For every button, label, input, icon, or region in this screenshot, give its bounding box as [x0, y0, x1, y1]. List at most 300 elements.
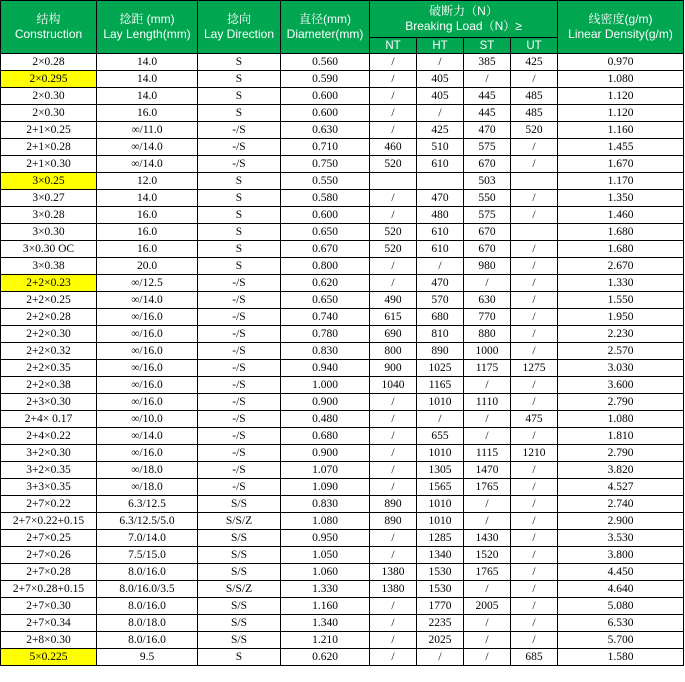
- lay-length-cell: 8.0/16.0: [97, 564, 198, 581]
- construction-cell: 3+3×0.35: [1, 479, 97, 496]
- construction-cell: 3×0.30: [1, 224, 97, 241]
- lay-direction-cell: S: [198, 173, 281, 190]
- breaking-load-st-cell: /: [464, 496, 511, 513]
- linear-density-cell: 1.080: [558, 71, 684, 88]
- breaking-load-nt-cell: /: [370, 411, 417, 428]
- header-lay-direction: 捻向 Lay Direction: [198, 1, 281, 54]
- breaking-load-ut-cell: /: [511, 462, 558, 479]
- breaking-load-st-cell: 575: [464, 207, 511, 224]
- breaking-load-ht-cell: /: [417, 411, 464, 428]
- breaking-load-st-cell: 670: [464, 224, 511, 241]
- table-row: [1, 122, 684, 139]
- construction-cell: 2+7×0.28: [1, 564, 97, 581]
- breaking-load-ht-cell: /: [417, 105, 464, 122]
- breaking-load-st-cell: 980: [464, 258, 511, 275]
- table-row: [1, 190, 684, 207]
- linear-density-cell: 4.450: [558, 564, 684, 581]
- breaking-load-nt-cell: 520: [370, 224, 417, 241]
- breaking-load-ut-cell: 1275: [511, 360, 558, 377]
- diameter-cell: 0.830: [281, 496, 370, 513]
- breaking-load-nt-cell: 1380: [370, 564, 417, 581]
- construction-cell: 2+1×0.28: [1, 139, 97, 156]
- breaking-load-st-cell: /: [464, 649, 511, 666]
- construction-cell: 2+4× 0.17: [1, 411, 97, 428]
- breaking-load-ut-cell: /: [511, 632, 558, 649]
- header-construction: 结构 Construction: [1, 1, 97, 54]
- lay-length-cell: 14.0: [97, 88, 198, 105]
- breaking-load-st-cell: /: [464, 428, 511, 445]
- breaking-load-nt-cell: /: [370, 598, 417, 615]
- breaking-load-ut-cell: [511, 224, 558, 241]
- diameter-cell: 1.160: [281, 598, 370, 615]
- linear-density-cell: 1.670: [558, 156, 684, 173]
- breaking-load-ht-cell: 2025: [417, 632, 464, 649]
- breaking-load-ut-cell: /: [511, 377, 558, 394]
- table-row: [1, 54, 684, 71]
- construction-cell: 3+2×0.30: [1, 445, 97, 462]
- linear-density-cell: 2.570: [558, 343, 684, 360]
- linear-density-cell: 2.740: [558, 496, 684, 513]
- linear-density-cell: 1.950: [558, 309, 684, 326]
- breaking-load-ut-cell: /: [511, 241, 558, 258]
- diameter-cell: 0.950: [281, 530, 370, 547]
- linear-density-cell: 5.080: [558, 598, 684, 615]
- lay-direction-cell: -/S: [198, 343, 281, 360]
- breaking-load-st-cell: /: [464, 513, 511, 530]
- breaking-load-ut-cell: 685: [511, 649, 558, 666]
- breaking-load-nt-cell: /: [370, 615, 417, 632]
- breaking-load-ht-cell: 1530: [417, 581, 464, 598]
- construction-cell: 2+7×0.30: [1, 598, 97, 615]
- lay-length-cell: ∞/14.0: [97, 139, 198, 156]
- breaking-load-ut-cell: /: [511, 428, 558, 445]
- linear-density-cell: 5.700: [558, 632, 684, 649]
- lay-length-cell: ∞/14.0: [97, 292, 198, 309]
- diameter-cell: 0.630: [281, 122, 370, 139]
- lay-direction-cell: -/S: [198, 394, 281, 411]
- linear-density-cell: 6.530: [558, 615, 684, 632]
- construction-cell: 2+1×0.25: [1, 122, 97, 139]
- linear-density-cell: 3.800: [558, 547, 684, 564]
- diameter-cell: 0.780: [281, 326, 370, 343]
- construction-cell: 2×0.30: [1, 105, 97, 122]
- lay-direction-cell: S/S/Z: [198, 581, 281, 598]
- breaking-load-ht-cell: [417, 173, 464, 190]
- breaking-load-st-cell: /: [464, 377, 511, 394]
- breaking-load-ht-cell: 570: [417, 292, 464, 309]
- table-row: [1, 479, 684, 496]
- table-row: [1, 649, 684, 666]
- table-row: [1, 547, 684, 564]
- diameter-cell: 1.000: [281, 377, 370, 394]
- breaking-load-nt-cell: 520: [370, 156, 417, 173]
- lay-length-cell: ∞/14.0: [97, 156, 198, 173]
- breaking-load-ht-cell: 470: [417, 190, 464, 207]
- diameter-cell: 0.670: [281, 241, 370, 258]
- construction-cell: 2×0.295: [1, 71, 97, 88]
- breaking-load-st-cell: /: [464, 275, 511, 292]
- lay-length-cell: 14.0: [97, 190, 198, 207]
- lay-length-cell: ∞/12.5: [97, 275, 198, 292]
- table-row: [1, 156, 684, 173]
- table-row: [1, 275, 684, 292]
- breaking-load-ut-cell: /: [511, 275, 558, 292]
- table-row: [1, 343, 684, 360]
- lay-direction-cell: S: [198, 88, 281, 105]
- linear-density-cell: 2.670: [558, 258, 684, 275]
- breaking-load-st-cell: 445: [464, 88, 511, 105]
- breaking-load-ht-cell: 1305: [417, 462, 464, 479]
- table-body: [1, 54, 684, 666]
- diameter-cell: 0.550: [281, 173, 370, 190]
- construction-cell: 2+2×0.28: [1, 309, 97, 326]
- lay-direction-cell: S/S: [198, 496, 281, 513]
- lay-length-cell: ∞/18.0: [97, 479, 198, 496]
- table-header: [1, 1, 684, 54]
- breaking-load-ut-cell: 475: [511, 411, 558, 428]
- linear-density-cell: 1.810: [558, 428, 684, 445]
- breaking-load-nt-cell: /: [370, 88, 417, 105]
- breaking-load-ht-cell: 810: [417, 326, 464, 343]
- breaking-load-ut-cell: /: [511, 496, 558, 513]
- header-ut: UT: [511, 38, 558, 54]
- breaking-load-ht-cell: 680: [417, 309, 464, 326]
- table-row: [1, 105, 684, 122]
- linear-density-cell: 1.120: [558, 105, 684, 122]
- breaking-load-st-cell: 550: [464, 190, 511, 207]
- table-row: [1, 615, 684, 632]
- lay-direction-cell: S: [198, 207, 281, 224]
- construction-cell: 2+7×0.22: [1, 496, 97, 513]
- breaking-load-st-cell: 445: [464, 105, 511, 122]
- lay-length-cell: ∞/16.0: [97, 343, 198, 360]
- breaking-load-st-cell: 503: [464, 173, 511, 190]
- breaking-load-st-cell: /: [464, 632, 511, 649]
- table-row: [1, 258, 684, 275]
- linear-density-cell: 1.330: [558, 275, 684, 292]
- lay-length-cell: ∞/16.0: [97, 394, 198, 411]
- breaking-load-st-cell: 1520: [464, 547, 511, 564]
- linear-density-cell: 1.680: [558, 224, 684, 241]
- breaking-load-st-cell: /: [464, 581, 511, 598]
- table-row: [1, 513, 684, 530]
- breaking-load-nt-cell: /: [370, 105, 417, 122]
- lay-length-cell: 6.3/12.5: [97, 496, 198, 513]
- breaking-load-nt-cell: /: [370, 190, 417, 207]
- breaking-load-nt-cell: /: [370, 258, 417, 275]
- breaking-load-ht-cell: 610: [417, 156, 464, 173]
- construction-cell: 2+3×0.30: [1, 394, 97, 411]
- lay-direction-cell: S: [198, 190, 281, 207]
- lay-direction-cell: -/S: [198, 275, 281, 292]
- breaking-load-ut-cell: /: [511, 309, 558, 326]
- table-row: [1, 530, 684, 547]
- lay-direction-cell: S: [198, 258, 281, 275]
- breaking-load-ht-cell: 470: [417, 275, 464, 292]
- breaking-load-ut-cell: /: [511, 598, 558, 615]
- diameter-cell: 0.900: [281, 394, 370, 411]
- lay-direction-cell: S/S: [198, 530, 281, 547]
- breaking-load-ht-cell: 1530: [417, 564, 464, 581]
- lay-length-cell: 14.0: [97, 54, 198, 71]
- linear-density-cell: 1.460: [558, 207, 684, 224]
- breaking-load-ut-cell: /: [511, 479, 558, 496]
- lay-length-cell: 8.0/16.0: [97, 598, 198, 615]
- linear-density-cell: 4.640: [558, 581, 684, 598]
- breaking-load-ht-cell: 2235: [417, 615, 464, 632]
- lay-length-cell: 16.0: [97, 241, 198, 258]
- lay-direction-cell: -/S: [198, 139, 281, 156]
- breaking-load-st-cell: 575: [464, 139, 511, 156]
- diameter-cell: 0.900: [281, 445, 370, 462]
- breaking-load-st-cell: 880: [464, 326, 511, 343]
- linear-density-cell: 1.580: [558, 649, 684, 666]
- breaking-load-ut-cell: /: [511, 71, 558, 88]
- lay-direction-cell: S/S: [198, 632, 281, 649]
- breaking-load-ht-cell: 425: [417, 122, 464, 139]
- diameter-cell: 1.330: [281, 581, 370, 598]
- breaking-load-st-cell: 2005: [464, 598, 511, 615]
- lay-length-cell: 14.0: [97, 71, 198, 88]
- linear-density-cell: 1.550: [558, 292, 684, 309]
- lay-direction-cell: S: [198, 224, 281, 241]
- construction-cell: 5×0.225: [1, 649, 97, 666]
- breaking-load-nt-cell: /: [370, 394, 417, 411]
- breaking-load-ht-cell: 1025: [417, 360, 464, 377]
- breaking-load-nt-cell: 900: [370, 360, 417, 377]
- linear-density-cell: 1.350: [558, 190, 684, 207]
- breaking-load-ut-cell: /: [511, 581, 558, 598]
- table-row: [1, 71, 684, 88]
- breaking-load-ht-cell: /: [417, 649, 464, 666]
- construction-cell: 2+7×0.25: [1, 530, 97, 547]
- table-row: [1, 462, 684, 479]
- diameter-cell: 0.740: [281, 309, 370, 326]
- construction-cell: 3+2×0.35: [1, 462, 97, 479]
- breaking-load-ht-cell: 1010: [417, 445, 464, 462]
- breaking-load-ut-cell: /: [511, 547, 558, 564]
- lay-direction-cell: -/S: [198, 122, 281, 139]
- breaking-load-ut-cell: 485: [511, 105, 558, 122]
- diameter-cell: 0.830: [281, 343, 370, 360]
- table-row: [1, 632, 684, 649]
- lay-length-cell: ∞/11.0: [97, 122, 198, 139]
- table-row: [1, 564, 684, 581]
- breaking-load-ht-cell: 510: [417, 139, 464, 156]
- lay-direction-cell: S: [198, 241, 281, 258]
- table-row: [1, 326, 684, 343]
- breaking-load-nt-cell: [370, 173, 417, 190]
- breaking-load-nt-cell: /: [370, 71, 417, 88]
- breaking-load-ut-cell: [511, 173, 558, 190]
- diameter-cell: 0.680: [281, 428, 370, 445]
- lay-length-cell: ∞/16.0: [97, 445, 198, 462]
- linear-density-cell: 1.080: [558, 411, 684, 428]
- breaking-load-ht-cell: 405: [417, 88, 464, 105]
- breaking-load-nt-cell: 890: [370, 496, 417, 513]
- breaking-load-ut-cell: /: [511, 513, 558, 530]
- breaking-load-st-cell: 670: [464, 156, 511, 173]
- breaking-load-st-cell: 385: [464, 54, 511, 71]
- diameter-cell: 1.070: [281, 462, 370, 479]
- breaking-load-nt-cell: /: [370, 479, 417, 496]
- breaking-load-ht-cell: 1165: [417, 377, 464, 394]
- table-row: [1, 428, 684, 445]
- linear-density-cell: 2.900: [558, 513, 684, 530]
- breaking-load-ht-cell: 655: [417, 428, 464, 445]
- lay-length-cell: 12.0: [97, 173, 198, 190]
- breaking-load-nt-cell: 690: [370, 326, 417, 343]
- breaking-load-st-cell: 1765: [464, 479, 511, 496]
- breaking-load-nt-cell: /: [370, 462, 417, 479]
- breaking-load-nt-cell: /: [370, 207, 417, 224]
- linear-density-cell: 1.170: [558, 173, 684, 190]
- lay-length-cell: 16.0: [97, 105, 198, 122]
- breaking-load-st-cell: 1000: [464, 343, 511, 360]
- breaking-load-st-cell: /: [464, 615, 511, 632]
- table-row: [1, 581, 684, 598]
- diameter-cell: 1.050: [281, 547, 370, 564]
- table-row: [1, 394, 684, 411]
- breaking-load-ht-cell: /: [417, 54, 464, 71]
- breaking-load-st-cell: /: [464, 71, 511, 88]
- construction-cell: 2+2×0.30: [1, 326, 97, 343]
- construction-cell: 2×0.30: [1, 88, 97, 105]
- table-row: [1, 139, 684, 156]
- lay-direction-cell: S/S: [198, 598, 281, 615]
- lay-length-cell: 20.0: [97, 258, 198, 275]
- breaking-load-ut-cell: /: [511, 139, 558, 156]
- breaking-load-st-cell: 1470: [464, 462, 511, 479]
- construction-cell: 2+2×0.23: [1, 275, 97, 292]
- linear-density-cell: 3.530: [558, 530, 684, 547]
- diameter-cell: 0.650: [281, 292, 370, 309]
- lay-direction-cell: S: [198, 71, 281, 88]
- breaking-load-nt-cell: 1040: [370, 377, 417, 394]
- breaking-load-ht-cell: 1770: [417, 598, 464, 615]
- breaking-load-ht-cell: 1340: [417, 547, 464, 564]
- diameter-cell: 1.080: [281, 513, 370, 530]
- lay-direction-cell: S: [198, 54, 281, 71]
- table-row: [1, 377, 684, 394]
- construction-cell: 2+2×0.35: [1, 360, 97, 377]
- construction-cell: 2+4×0.22: [1, 428, 97, 445]
- breaking-load-ut-cell: /: [511, 207, 558, 224]
- breaking-load-nt-cell: 1380: [370, 581, 417, 598]
- breaking-load-ut-cell: 1210: [511, 445, 558, 462]
- linear-density-cell: 1.120: [558, 88, 684, 105]
- construction-cell: 3×0.27: [1, 190, 97, 207]
- linear-density-cell: 2.790: [558, 394, 684, 411]
- construction-cell: 2×0.28: [1, 54, 97, 71]
- lay-direction-cell: -/S: [198, 445, 281, 462]
- table-row: [1, 207, 684, 224]
- breaking-load-ht-cell: 480: [417, 207, 464, 224]
- linear-density-cell: 3.030: [558, 360, 684, 377]
- diameter-cell: 1.210: [281, 632, 370, 649]
- breaking-load-st-cell: 1430: [464, 530, 511, 547]
- lay-length-cell: 8.0/18.0: [97, 615, 198, 632]
- lay-direction-cell: S: [198, 649, 281, 666]
- breaking-load-ht-cell: 1010: [417, 513, 464, 530]
- linear-density-cell: 4.527: [558, 479, 684, 496]
- breaking-load-nt-cell: 615: [370, 309, 417, 326]
- breaking-load-nt-cell: /: [370, 632, 417, 649]
- breaking-load-nt-cell: 890: [370, 513, 417, 530]
- lay-length-cell: 8.0/16.0/3.5: [97, 581, 198, 598]
- breaking-load-ut-cell: /: [511, 156, 558, 173]
- lay-length-cell: 9.5: [97, 649, 198, 666]
- diameter-cell: 0.600: [281, 105, 370, 122]
- construction-cell: 2+8×0.30: [1, 632, 97, 649]
- table-row: [1, 360, 684, 377]
- lay-length-cell: 7.0/14.0: [97, 530, 198, 547]
- breaking-load-ht-cell: 1565: [417, 479, 464, 496]
- diameter-cell: 0.710: [281, 139, 370, 156]
- construction-cell: 2+2×0.38: [1, 377, 97, 394]
- breaking-load-nt-cell: /: [370, 649, 417, 666]
- breaking-load-nt-cell: /: [370, 445, 417, 462]
- lay-direction-cell: S/S/Z: [198, 513, 281, 530]
- lay-length-cell: ∞/16.0: [97, 377, 198, 394]
- diameter-cell: 0.750: [281, 156, 370, 173]
- lay-direction-cell: -/S: [198, 326, 281, 343]
- breaking-load-st-cell: 1175: [464, 360, 511, 377]
- breaking-load-ht-cell: /: [417, 258, 464, 275]
- diameter-cell: 0.580: [281, 190, 370, 207]
- breaking-load-ut-cell: /: [511, 394, 558, 411]
- lay-direction-cell: -/S: [198, 309, 281, 326]
- header-linear-density: 线密度(g/m) Linear Density(g/m): [558, 1, 684, 54]
- lay-length-cell: ∞/14.0: [97, 428, 198, 445]
- linear-density-cell: 3.820: [558, 462, 684, 479]
- breaking-load-ut-cell: /: [511, 343, 558, 360]
- construction-cell: 2+7×0.22+0.15: [1, 513, 97, 530]
- lay-length-cell: 6.3/12.5/5.0: [97, 513, 198, 530]
- lay-length-cell: 16.0: [97, 207, 198, 224]
- breaking-load-nt-cell: 520: [370, 241, 417, 258]
- lay-direction-cell: -/S: [198, 479, 281, 496]
- lay-length-cell: ∞/16.0: [97, 360, 198, 377]
- breaking-load-nt-cell: /: [370, 54, 417, 71]
- breaking-load-nt-cell: /: [370, 530, 417, 547]
- lay-direction-cell: S/S: [198, 547, 281, 564]
- breaking-load-st-cell: 670: [464, 241, 511, 258]
- breaking-load-ut-cell: /: [511, 615, 558, 632]
- construction-cell: 2+7×0.28+0.15: [1, 581, 97, 598]
- breaking-load-st-cell: 1765: [464, 564, 511, 581]
- table-row: [1, 411, 684, 428]
- construction-cell: 2+7×0.34: [1, 615, 97, 632]
- breaking-load-st-cell: 1115: [464, 445, 511, 462]
- diameter-cell: 0.600: [281, 207, 370, 224]
- table-row: [1, 496, 684, 513]
- header-st: ST: [464, 38, 511, 54]
- breaking-load-ut-cell: 485: [511, 88, 558, 105]
- breaking-load-ut-cell: /: [511, 326, 558, 343]
- linear-density-cell: 0.970: [558, 54, 684, 71]
- breaking-load-ht-cell: 610: [417, 224, 464, 241]
- breaking-load-st-cell: 770: [464, 309, 511, 326]
- table-row: [1, 292, 684, 309]
- breaking-load-ht-cell: 1010: [417, 394, 464, 411]
- lay-length-cell: ∞/18.0: [97, 462, 198, 479]
- diameter-cell: 1.340: [281, 615, 370, 632]
- diameter-cell: 1.090: [281, 479, 370, 496]
- breaking-load-ut-cell: /: [511, 258, 558, 275]
- linear-density-cell: 1.160: [558, 122, 684, 139]
- header-breaking-load: 破断力（N） Breaking Load（N）≥: [370, 1, 558, 38]
